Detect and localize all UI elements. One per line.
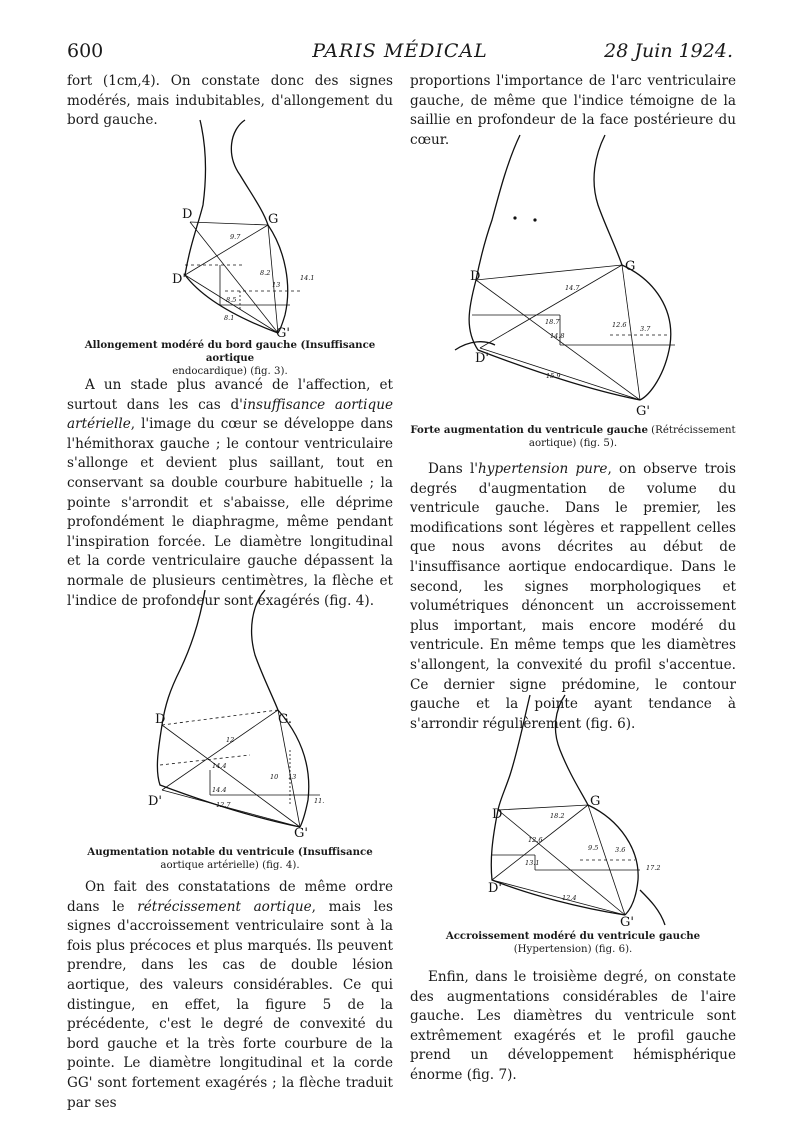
fig6-label-G: G [590,794,601,809]
fig5-value-1: 14.7 [565,284,580,292]
fig4-right-border [162,590,205,725]
fig6-value-3: 9.5 [588,844,599,852]
fig4-value-1: 12 [226,736,235,744]
fig5-right-border [476,135,520,280]
fig6-right-border [498,695,530,810]
fig5-label-G: G [625,259,636,274]
fig5-label-D: D [470,269,481,284]
left-paragraph-3: On fait des constatations de même ordre dans le rétrécissement aortique, mais les signes d'accroissement ventriculaire sont à la fois plus précoces et plus marqués. Ils peuvent prendre, dans les cas de double lésion aortique, des valeurs considérables. Ce qui distingue, en effet, la figure 5 de la précédente, c'est le degré de convexité du bord gauche et la très forte courbure de la pointe. Le diamètre longitudinal et la corde GG' sont fortement exagérés ; la flèche traduit par ses [67,879,393,1111]
fig4-label-D: D [155,712,166,727]
fig3-value-5: 8.5 [226,296,237,304]
fig6-label-Dprime: D' [488,881,502,896]
fig3-label-G: G [268,212,279,227]
fig5-dot-1 [513,216,516,219]
fig5-value-2: 18.7 [545,318,560,326]
fig5-dot-2 [533,218,536,221]
fig4-value-7: 11. [314,797,325,805]
right-paragraph-2: Dans l'hypertension pure, on observe trois degrés d'augmentation de volume du ventricule gauche. Dans le premier, les modifications sont légères et rappellent celles que nous avons décrites au début de l'insuffisance aortique endocardique. Dans le second, les signes morphologiques et volumétriques dénoncent un accroissement plus important, mais encore modéré du ventricule. En même temps que les diamètres s'allongent, la convexité du profil s'accentue. Ce dernier signe prédomine, le contour gauche et la pointe ayant tendance à s'arrondir régulièrement (fig. 6). [410,461,737,732]
fig5-value-5: 14.8 [550,332,565,340]
fig6-label-Gprime: G' [620,915,634,930]
fig5-value-3: 12.6 [612,321,627,329]
figure-3 [160,115,330,340]
fig6-value-4: 3.6 [615,846,626,854]
figure-3-caption: Allongement modéré du bord gauche (Insuffisance aortique endocardique) (fig. 3). [84,339,376,377]
issue-date: 28 Juin 1924. [604,40,733,62]
fig3-value-1: 9.7 [230,233,241,241]
figure-6-caption: Accroissement modéré du ventricule gauche (Hypertension) (fig. 6). [445,930,701,955]
right-paragraph-1: proportions l'importance de l'arc ventriculaire gauche, de même que l'indice témoigne de la saillie en profondeur de la face postérieure du cœur. [410,73,736,148]
figure-4-caption: Augmentation notable du ventricule (Insuffisance aortique artérielle) (fig. 4). [87,846,373,871]
fig5-base [469,280,640,400]
fig3-value-3: 13 [272,281,281,289]
fig3-label-Gprime: G' [276,326,290,340]
fig6-base [491,810,625,915]
fig4-value-4: 13 [288,773,297,781]
fig6-value-7: 17.2 [646,864,661,872]
fig6-value-6: 12.4 [562,894,577,902]
figure-5 [450,130,690,420]
fig3-label-D: D [182,207,193,222]
fig4-value-6: 12.7 [216,801,231,809]
fig4-value-5: 14.4 [212,786,227,794]
fig4-label-G: G. [278,712,293,727]
fig6-value-2: 12.6 [528,836,543,844]
figure-6 [470,690,680,930]
fig6-diaphragm [640,890,665,925]
fig3-value-6: 8.1 [224,314,235,322]
fig5-value-6: 15.9 [546,372,561,380]
fig6-label-D: D [492,807,503,822]
journal-title: PARIS MÉDICAL [312,40,488,62]
fig5-label-Dprime: D' [475,351,489,366]
fig4-value-3: 10 [270,773,279,781]
fig3-left-contour [231,120,287,333]
right-paragraph-3: Enfin, dans le troisième degré, on constate des augmentations considérables de l'aire gauche. Les diamètres du ventricule sont extrêmement exagérés et le profil gauche prend un développement hémisphérique énorme (fig. 7). [410,969,736,1083]
fig6-value-1: 18.2 [550,812,565,820]
fig3-label-Dprime: D' [172,272,186,287]
figure-5-caption: Forte augmentation du ventricule gauche (Rétrécissement aortique) (fig. 5). [410,424,736,449]
fig5-value-4: 3.7 [640,325,651,333]
fig3-value-2: 8.2 [260,269,271,277]
fig4-left-contour [252,590,309,827]
left-paragraph-1: fort (1cm,4). On constate donc des signes modérés, mais indubitables, d'allongement du bord gauche. [67,73,393,129]
fig4-label-Dprime: D' [148,794,162,809]
figure-4 [140,585,340,840]
fig5-label-Gprime: G' [636,404,650,419]
fig4-label-Gprime: G' [294,826,308,840]
fig6-value-5: 13.1 [525,859,540,867]
page-number: 600 [67,40,104,62]
fig4-value-2: 14.4 [212,762,227,770]
left-paragraph-2: A un stade plus avancé de l'affection, et surtout dans les cas d'insuffisance aortique artérielle, l'image du cœur se développe dans l'hémithorax gauche ; le contour ventriculaire s'allonge et devient plus saillant, tout en conservant sa double courbure habituelle ; la pointe s'arrondit et s'abaisse, elle déprime profondément le diaphragme, même pendant l'inspiration forcée. Le diamètre longitudinal et la corde ventriculaire gauche dépassent la normale de plusieurs centimètres, la flèche et l'indice de profondeur sont exagérés (fig. 4). [67,377,394,609]
fig3-value-4: 14.1 [300,274,315,282]
fig3-right-border [185,120,205,275]
